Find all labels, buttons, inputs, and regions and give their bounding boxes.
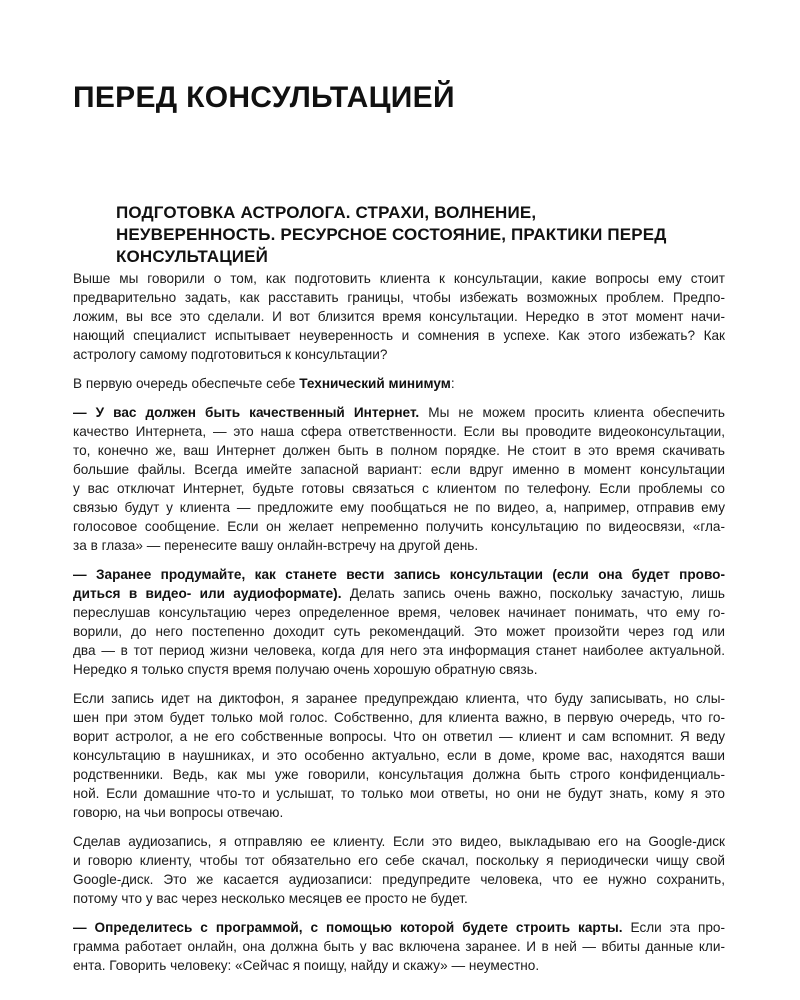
text-line: [73, 345, 725, 364]
text-run: два — в тот период жизни человека, когда для него эта информация станет наиболее актуальной.: [73, 643, 725, 658]
bold-run: — Заранее продумайте, как станете вести запись консультации (если она будет прово-: [73, 567, 725, 582]
text-line: [73, 956, 725, 975]
bold-run: диться в видео- или аудиоформате).: [73, 586, 342, 601]
text-line: [73, 727, 725, 746]
text-run: предварительно задать, как расставить границы, чтобы избежать возможных проблем. Предпо-: [73, 290, 725, 305]
text-line: [73, 689, 725, 708]
text-run: В первую очередь обеспечьте себе: [73, 376, 300, 391]
text-run: качество Интернета, — это наша сфера ответственности. Если вы проводите видеоконсультации,: [73, 424, 725, 439]
text-line: [73, 460, 725, 479]
text-line: [73, 374, 725, 393]
text-line: [73, 307, 725, 326]
text-run: :: [450, 376, 455, 391]
text-line: [73, 441, 725, 460]
text-line: [73, 479, 725, 498]
text-line: [73, 746, 725, 765]
text-run: за в глаза» — перенесите вашу онлайн-встречу на другой день.: [73, 538, 479, 553]
text-line: [73, 765, 725, 784]
bold-run: — У вас должен быть качественный Интернет.: [73, 405, 420, 420]
page-title: ПЕРЕД КОНСУЛЬТАЦИЕЙ: [73, 81, 455, 114]
text-line: [73, 584, 725, 603]
text-run: большие файлы. Всегда имейте запасной вариант: если вдруг именно в момент консультации: [73, 462, 725, 477]
paragraph: [73, 918, 725, 975]
paragraph: [73, 374, 725, 393]
text-run: потому что у вас через несколько месяцев ее просто не будет.: [73, 891, 468, 906]
text-run: Выше мы говорили о том, как подготовить клиента к консультации, какие вопросы ему стоит: [73, 271, 725, 286]
section-title-line: ПОДГОТОВКА АСТРОЛОГА. СТРАХИ, ВОЛНЕНИЕ,: [116, 203, 537, 222]
paragraph: [73, 269, 725, 364]
text-line: [73, 708, 725, 727]
text-run: шен при этом будет только мой голос. Собственно, для клиента важно, в первую очередь, что го-: [73, 710, 725, 725]
text-line: [73, 288, 725, 307]
text-line: [73, 889, 725, 908]
text-run: ложим, вы все это сделали. И вот близится время консультации. Нередко в этот момент начи-: [73, 309, 725, 324]
text-run: то, конечно же, ваш Интернет должен быть в полном порядке. Не стоит в это время скачивать: [73, 443, 725, 458]
text-run: Сделав аудиозапись, я отправляю ее клиенту. Если это видео, выкладываю его на Google-диск: [73, 834, 725, 849]
text-run: Если запись идет на диктофон, я заранее предупреждаю клиента, что буду записывать, но слы-: [73, 691, 725, 706]
text-run: переслушав консультацию через определенное время, человек начинает понимать, что ему го-: [73, 605, 725, 620]
text-run: ворит астролог, а не его собственные вопросы. Что он ответил — клиент и сам вспомнит. Я веду: [73, 729, 725, 744]
text-run: астрологу самому подготовиться к консультации?: [73, 347, 388, 362]
text-line: [73, 565, 725, 584]
section-title-line: НЕУВЕРЕННОСТЬ. РЕСУРСНОЕ СОСТОЯНИЕ, ПРАКТИКИ ПЕРЕД: [116, 225, 667, 244]
text-run: родственники. Ведь, как мы уже говорили, консультация должна быть строго конфиденциаль-: [73, 767, 725, 782]
text-run: Мы не можем просить клиента обеспечить: [419, 405, 725, 420]
text-run: и говорю клиенту, чтобы тот обязательно его себе скачал, поскольку я периодически чищу свой: [73, 853, 725, 868]
paragraph: [73, 403, 725, 555]
text-run: говорю, на чьи вопросы отвечаю.: [73, 805, 284, 820]
body-text: [73, 269, 725, 985]
text-run: ворили, до него постепенно доходит суть рекомендаций. Это может произойти через год или: [73, 624, 725, 639]
paragraph: [73, 565, 725, 679]
section-title: [116, 202, 706, 268]
text-run: консультацию в наушниках, и это особенно актуально, если в доме, кроме вас, находятся ваши: [73, 748, 725, 763]
text-line: [73, 536, 725, 555]
paragraph: [73, 832, 725, 908]
text-run: Делать запись очень важно, поскольку зачастую, лишь: [341, 586, 725, 601]
text-run: голосовое сообщение. Если он желает непременно получить консультацию по видеосвязи, «гла-: [73, 519, 725, 534]
text-run: грамма работает онлайн, она должна быть у вас включена заранее. И в ней — вбиты данные кли-: [73, 939, 725, 954]
text-run: Google-диск. Это же касается аудиозаписи: предупредите человека, что ее нужно сохранить,: [73, 872, 725, 887]
text-run: связью будут у клиента — предложите ему пообщаться не по видео, а, например, отправив ему: [73, 500, 725, 515]
text-line: [73, 851, 725, 870]
text-line: [73, 918, 725, 937]
text-run: нающий специалист испытывает неуверенность и сомнения в успехе. Как этого избежать? Как: [73, 328, 725, 343]
text-line: [73, 832, 725, 851]
text-line: [73, 870, 725, 889]
text-line: [73, 803, 725, 822]
text-line: [73, 660, 725, 679]
text-run: Нередко я только спустя время получаю очень хорошую обратную связь.: [73, 662, 538, 677]
text-line: [73, 937, 725, 956]
text-line: [73, 603, 725, 622]
text-line: [73, 622, 725, 641]
text-line: [73, 326, 725, 345]
paragraph: [73, 689, 725, 822]
bold-run: — Определитесь с программой, с помощью которой будете строить карты.: [73, 920, 623, 935]
text-run: ента. Говорить человеку: «Сейчас я поищу, найду и скажу» — неуместно.: [73, 958, 540, 973]
text-line: [73, 498, 725, 517]
text-line: [73, 784, 725, 803]
text-line: [73, 517, 725, 536]
bold-run: Технический минимум: [299, 376, 451, 391]
text-run: Если эта про-: [622, 920, 725, 935]
text-run: ной. Если домашние что-то и услышат, то только мои ответы, но они не будут знать, кому я это: [73, 786, 725, 801]
text-run: у вас отключат Интернет, будьте готовы связаться с клиентом по телефону. Если проблемы со: [73, 481, 725, 496]
text-line: [73, 422, 725, 441]
section-title-line: КОНСУЛЬТАЦИЕЙ: [116, 247, 269, 266]
text-line: [73, 269, 725, 288]
text-line: [73, 641, 725, 660]
text-line: [73, 403, 725, 422]
